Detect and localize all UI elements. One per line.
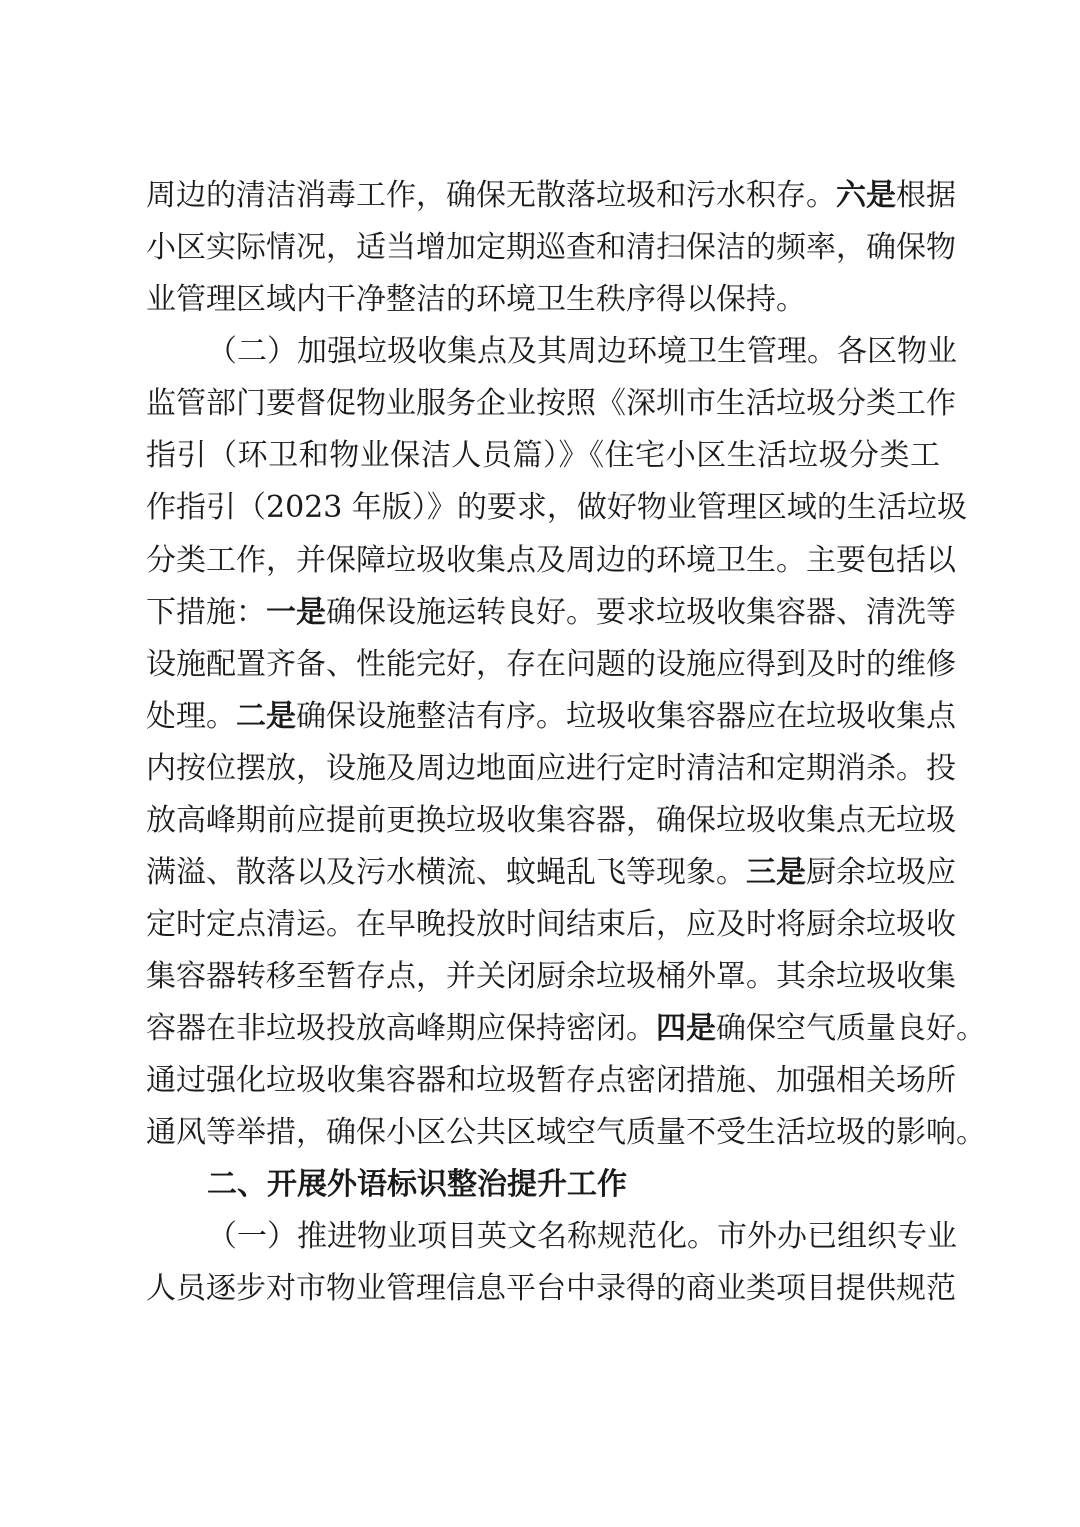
text-run: 根据 [896, 178, 956, 213]
text-line [146, 1111, 986, 1155]
text-run: 集容器转移至暂存点，并关闭厨余垃圾桶外罩。其余垃圾收集 [146, 959, 956, 994]
bold-keyword: 六是 [836, 178, 896, 213]
text-line [146, 1007, 986, 1051]
text-run: 周边的清洁消毒工作，确保无散落垃圾和污水积存。 [146, 178, 836, 213]
text-run: 人员逐步对市物业管理信息平台中录得的商业类项目提供规范 [146, 1271, 956, 1306]
text-run: 二、开展外语标识整治提升工作 [207, 1167, 627, 1202]
text-line [146, 591, 956, 635]
text-line [146, 278, 940, 322]
text-run: 确保设施整洁有序。垃圾收集容器应在垃圾收集点 [296, 699, 956, 734]
text-run: 指引（环卫和物业保洁人员篇）》《住宅小区生活垃圾分类工 [146, 438, 940, 473]
text-run: 作指引（2023 年版）》的要求，做好物业管理区域的生活垃圾 [146, 490, 967, 525]
bold-keyword: 一是 [266, 595, 326, 630]
section-heading [207, 1163, 940, 1207]
text-line [146, 799, 956, 843]
text-run: 确保设施运转良好。要求垃圾收集容器、清洗等 [326, 595, 956, 630]
text-run: 通过强化垃圾收集容器和垃圾暂存点密闭措施、加强相关场所 [146, 1063, 956, 1098]
text-run: 下措施： [146, 595, 266, 630]
text-line [146, 643, 956, 687]
text-line [146, 955, 956, 999]
text-line [146, 434, 940, 478]
text-line [146, 695, 956, 739]
text-line [146, 1059, 956, 1103]
text-run: 定时定点清运。在早晚投放时间结束后，应及时将厨余垃圾收 [146, 907, 956, 942]
text-run: 业管理区域内干净整洁的环境卫生秩序得以保持。 [146, 282, 806, 317]
text-run: 放高峰期前应提前更换垃圾收集容器，确保垃圾收集点无垃圾 [146, 803, 956, 838]
text-run: （一）推进物业项目英文名称规范化。市外办已组织专业 [207, 1219, 957, 1254]
bold-keyword: 四是 [656, 1011, 716, 1046]
text-line [146, 226, 956, 270]
text-run: 分类工作，并保障垃圾收集点及周边的环境卫生。主要包括以 [146, 543, 956, 578]
text-run: 满溢、散落以及污水横流、蚊蝇乱飞等现象。 [146, 855, 746, 890]
text-line [207, 330, 957, 374]
text-run: 监管部门要督促物业服务企业按照《深圳市生活垃圾分类工作 [146, 386, 956, 421]
text-line [146, 851, 956, 895]
text-line [146, 747, 956, 791]
text-line [146, 1267, 956, 1311]
bold-keyword: 三是 [746, 855, 806, 890]
bold-keyword: 二是 [236, 699, 296, 734]
text-line [146, 903, 956, 947]
text-line [146, 382, 956, 426]
text-line [146, 539, 956, 583]
text-run: 内按位摆放，设施及周边地面应进行定时清洁和定期消杀。投 [146, 751, 956, 786]
text-run: 容器在非垃圾投放高峰期应保持密闭。 [146, 1011, 656, 1046]
text-line [207, 1215, 957, 1259]
text-line [146, 486, 967, 530]
text-run: 处理。 [146, 699, 236, 734]
text-run: 厨余垃圾应 [806, 855, 956, 890]
text-run: （二）加强垃圾收集点及其周边环境卫生管理。各区物业 [207, 334, 957, 369]
text-run: 设施配置齐备、性能完好，存在问题的设施应得到及时的维修 [146, 647, 956, 682]
text-run: 通风等举措，确保小区公共区域空气质量不受生活垃圾的影响。 [146, 1115, 986, 1150]
text-run: 确保空气质量良好。 [716, 1011, 986, 1046]
text-run: 小区实际情况，适当增加定期巡查和清扫保洁的频率，确保物 [146, 230, 956, 265]
text-line [146, 174, 956, 218]
